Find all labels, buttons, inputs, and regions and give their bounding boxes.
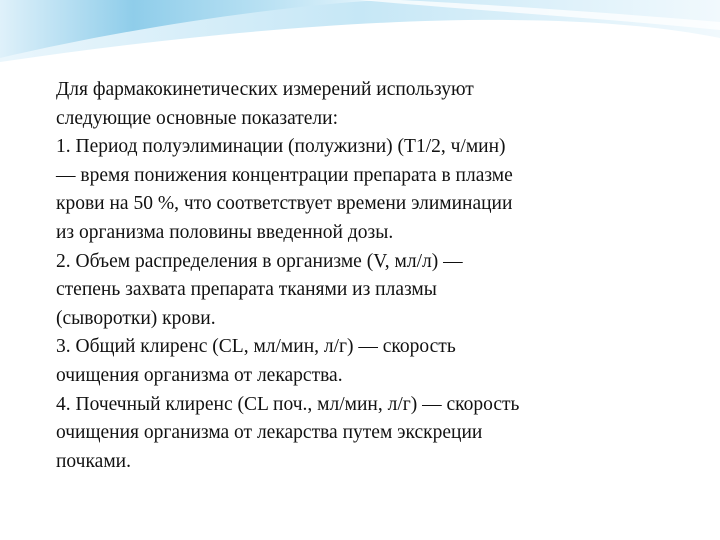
text-line-4: — время понижения концентрации препарата в плазме [56,164,513,186]
text-line-9: (сыворотки) крови. [56,307,216,329]
slide-body-text [56,76,696,476]
text-line-13: очищения организма от лекарства путем экскреции [56,422,483,444]
text-line-12: 4. Почечный клиренс (CL поч., мл/мин, л/г) — скорость [56,393,520,415]
text-line-14: почками. [56,450,131,472]
text-line-6: из организма половины введенной дозы. [56,221,394,243]
text-line-10: 3. Общий клиренс (CL, мл/мин, л/г) — скорость [56,336,456,358]
text-line-11: очищения организма от лекарства. [56,364,343,386]
text-line-2: следующие основные показатели: [56,107,338,129]
text-line-7: 2. Объем распределения в организме (V, мл/л) — [56,250,463,272]
text-line-5: крови на 50 %, что соответствует времени элиминации [56,193,513,215]
header-swoosh-decoration [0,0,720,80]
text-line-8: степень захвата препарата тканями из плазмы [56,279,437,301]
text-line-1: Для фармакокинетических измерений используют [56,79,474,100]
text-line-3: 1. Период полуэлиминации (полужизни) (Т1/2, ч/мин) [56,136,506,158]
